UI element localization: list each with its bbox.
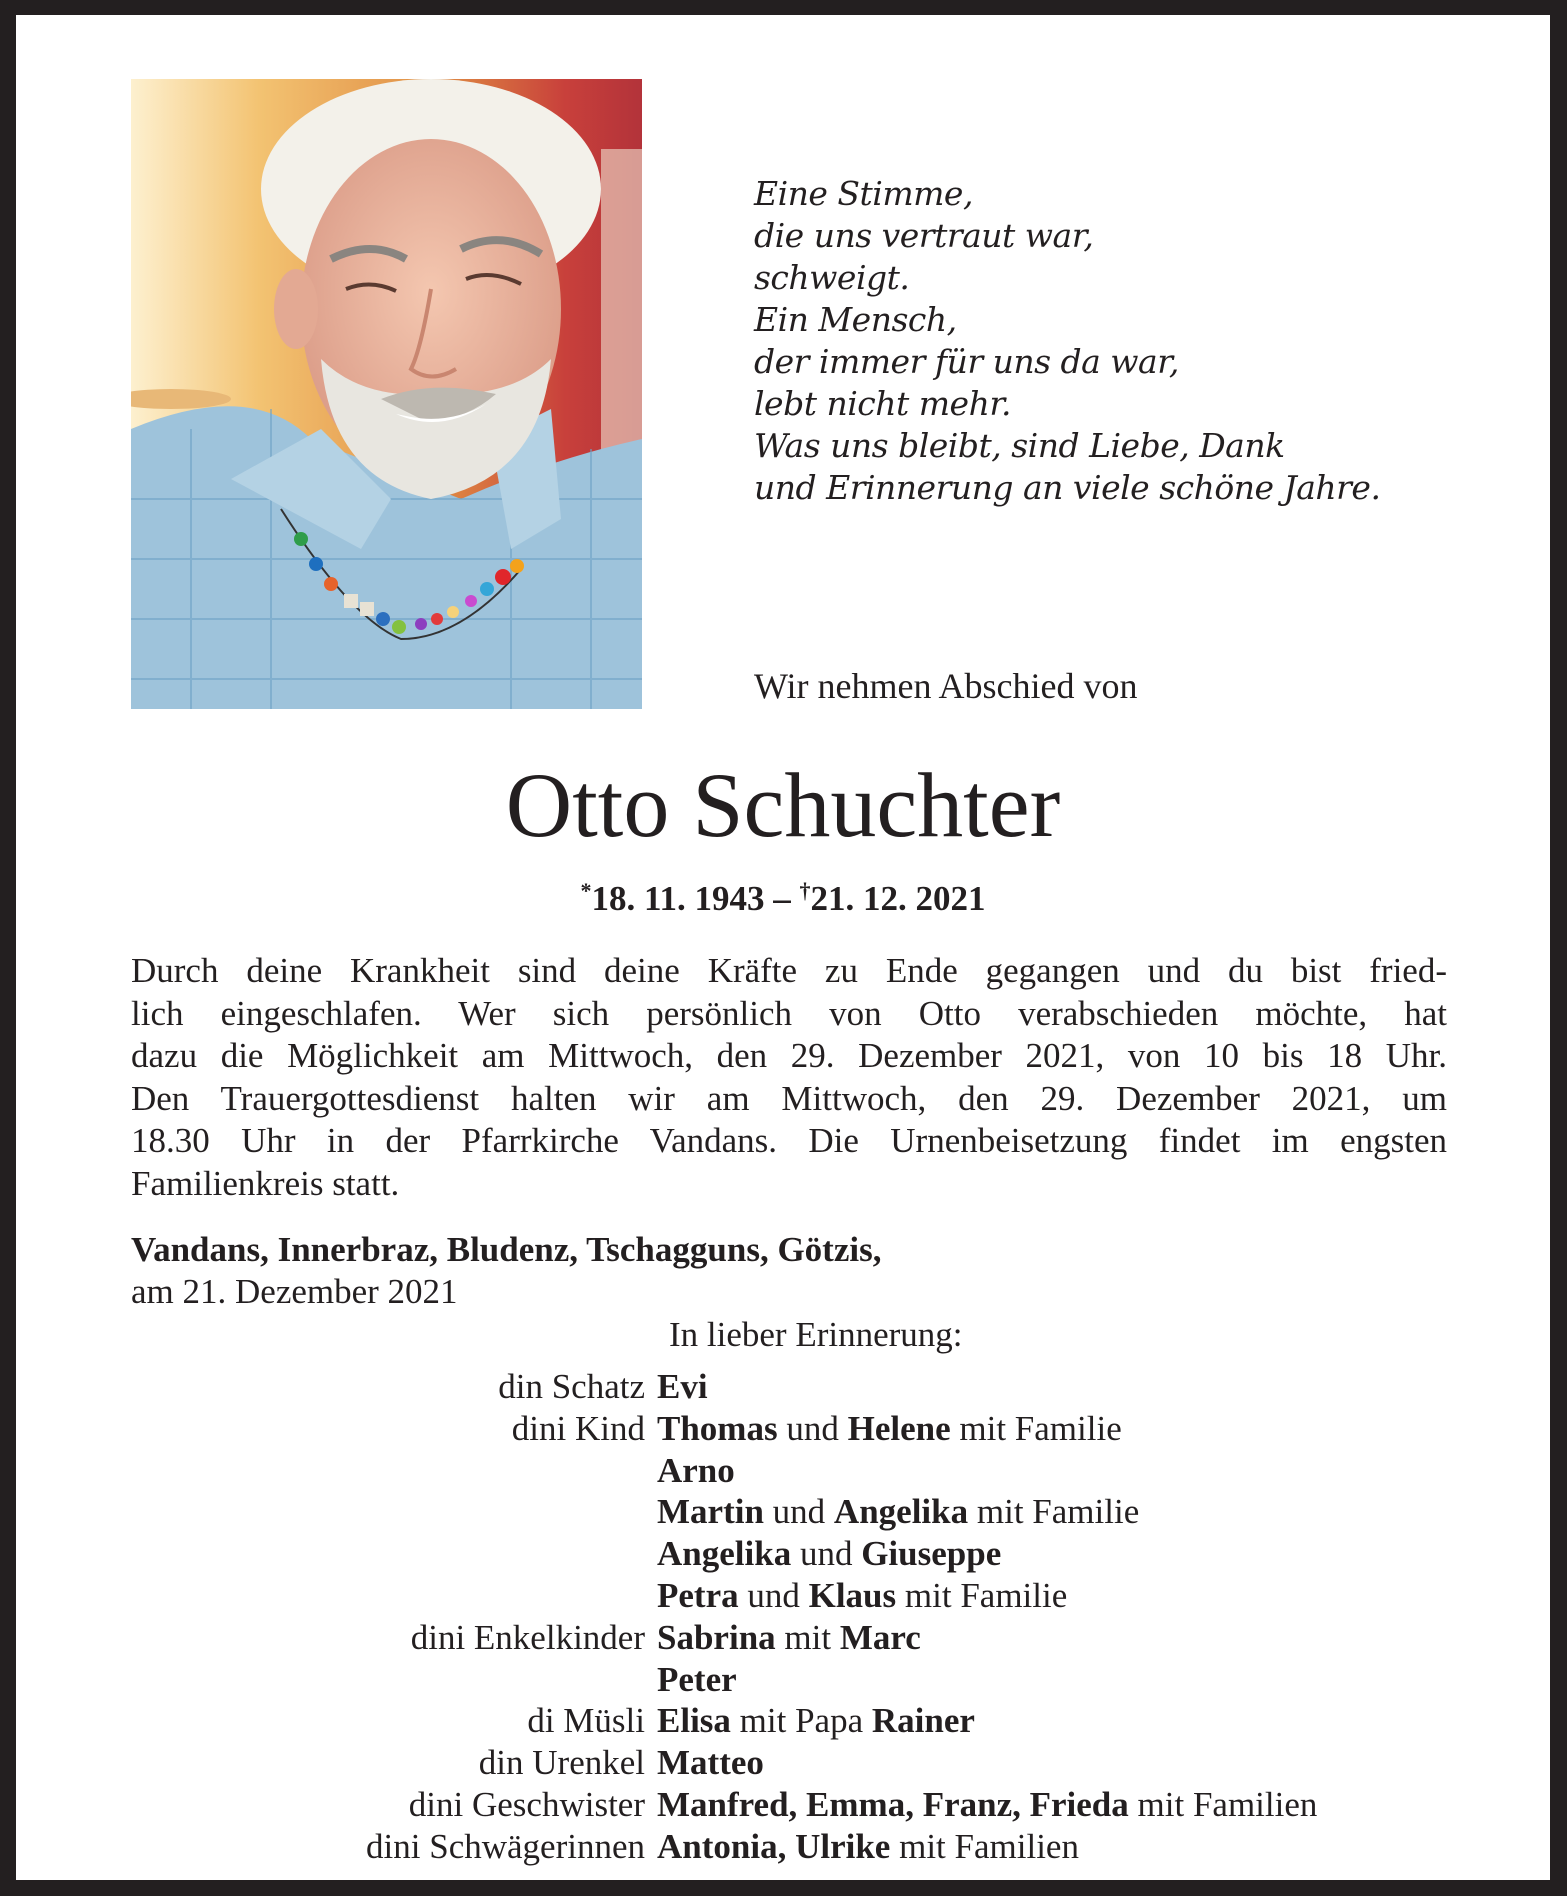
portrait-photo (131, 79, 642, 709)
family-relation: din Urenkel (478, 1743, 645, 1783)
family-row (16, 1826, 1550, 1868)
family-member-name: Angelika (833, 1492, 969, 1532)
family-connector: und (763, 1492, 834, 1532)
family-names (657, 1533, 1550, 1575)
family-list (16, 1366, 1550, 1868)
birth-symbol: * (580, 878, 592, 903)
portrait-illustration (131, 79, 642, 709)
family-names (657, 1784, 1550, 1826)
family-relation (16, 1533, 657, 1575)
text-line: Familienkreis statt. (131, 1163, 400, 1203)
family-row (16, 1408, 1550, 1450)
family-member-name: Antonia, Ulrike (657, 1826, 891, 1866)
family-relation: dini Schwägerinnen (366, 1826, 645, 1866)
family-member-name: Manfred, Emma, Franz, Frieda (657, 1784, 1129, 1824)
family-relation (16, 1450, 657, 1492)
death-date: 21. 12. 2021 (810, 879, 986, 918)
family-names (657, 1450, 1550, 1492)
family-connector: mit Familien (1128, 1784, 1318, 1824)
family-member-name: Elisa (657, 1701, 731, 1741)
text-line: Durch deine Krankheit sind deine Kräfte zu Ende gegangen und du bist fried- (131, 951, 1447, 990)
family-names (657, 1617, 1550, 1659)
family-connector: mit Familie (896, 1575, 1068, 1615)
family-relation: di Müsli (527, 1701, 645, 1741)
family-names (657, 1659, 1550, 1701)
family-names (657, 1826, 1550, 1868)
family-member-name: Rainer (871, 1701, 975, 1741)
date-separator: – (764, 879, 800, 918)
signature-date: am 21. Dezember 2021 (131, 1272, 458, 1311)
text-line: lich eingeschlafen. Wer sich persönlich von Otto verabschieden möchte, hat (131, 993, 1447, 1033)
family-row (16, 1617, 1550, 1659)
poem-line: die uns vertraut war, (754, 216, 1094, 255)
birth-date: 18. 11. 1943 (591, 879, 765, 918)
places: Vandans, Innerbraz, Bludenz, Tschagguns, Götzis, (131, 1230, 882, 1269)
family-connector: und (777, 1408, 848, 1448)
family-row (16, 1491, 1550, 1533)
text-line: dazu die Möglichkeit am Mittwoch, den 29. Dezember 2021, von 10 bis 18 Uhr. (131, 1036, 1447, 1075)
poem-line: Eine Stimme, (754, 174, 973, 213)
text-line: Den Trauergottesdienst halten wir am Mittwoch, den 29. Dezember 2021, um (131, 1078, 1447, 1118)
family-connector: mit Papa (730, 1701, 872, 1741)
family-member-name: Helene (847, 1408, 951, 1448)
family-names (657, 1575, 1550, 1617)
family-row (16, 1700, 1550, 1742)
poem-line: schweigt. (754, 258, 910, 297)
family-row (16, 1533, 1550, 1575)
family-relation: dini Kind (511, 1408, 645, 1448)
family-relation: dini Enkelkinder (410, 1617, 645, 1657)
family-relation: dini Geschwister (408, 1784, 645, 1824)
memory-heading: In lieber Erinnerung: (669, 1315, 963, 1354)
family-member-name: Petra (657, 1575, 739, 1615)
family-relation (16, 1575, 657, 1617)
family-connector: mit Familie (968, 1492, 1140, 1532)
family-row (16, 1575, 1550, 1617)
family-member-name: Klaus (808, 1575, 897, 1615)
family-relation (16, 1659, 657, 1701)
family-connector: mit (775, 1617, 840, 1657)
family-connector: mit Familie (950, 1408, 1122, 1448)
family-member-name: Matteo (657, 1743, 764, 1783)
poem-line: Ein Mensch, (754, 300, 957, 339)
family-names (657, 1366, 1550, 1408)
poem (754, 173, 1380, 509)
death-symbol: † (799, 878, 811, 903)
family-relation: din Schatz (498, 1367, 645, 1406)
family-names (657, 1408, 1550, 1450)
family-member-name: Martin (657, 1492, 764, 1532)
family-row (16, 1784, 1550, 1826)
family-connector: mit Familien (890, 1826, 1079, 1866)
family-names (657, 1491, 1550, 1533)
family-relation (16, 1491, 657, 1533)
poem-line: Was uns bleibt, sind Liebe, Dank (754, 426, 1285, 465)
family-row (16, 1366, 1550, 1408)
poem-line: lebt nicht mehr. (754, 384, 1011, 423)
family-names (657, 1742, 1550, 1784)
text-line: 18.30 Uhr in der Pfarrkirche Vandans. Die Urnenbeisetzung findet im engsten (131, 1121, 1447, 1160)
family-member-name: Thomas (657, 1408, 778, 1448)
poem-line: und Erinnerung an viele schöne Jahre. (754, 468, 1381, 507)
family-row (16, 1659, 1550, 1701)
family-connector: und (738, 1575, 809, 1615)
poem-line: der immer für uns da war, (754, 342, 1179, 381)
family-member-name: Angelika (657, 1534, 792, 1574)
family-member-name: Sabrina (657, 1617, 776, 1657)
family-connector: und (791, 1534, 862, 1574)
obituary-sheet (16, 15, 1550, 1880)
family-row (16, 1742, 1550, 1784)
family-member-name: Evi (657, 1367, 708, 1406)
family-member-name: Marc (839, 1617, 921, 1657)
family-member-name: Peter (657, 1659, 737, 1699)
deceased-name: Otto Schuchter (505, 754, 1061, 856)
life-dates (16, 878, 1550, 919)
family-names (657, 1700, 1550, 1742)
farewell-intro: Wir nehmen Abschied von (754, 666, 1138, 706)
family-row (16, 1450, 1550, 1492)
announcement-text (131, 950, 1447, 1205)
family-member-name: Arno (657, 1450, 735, 1490)
family-member-name: Giuseppe (861, 1534, 1002, 1574)
